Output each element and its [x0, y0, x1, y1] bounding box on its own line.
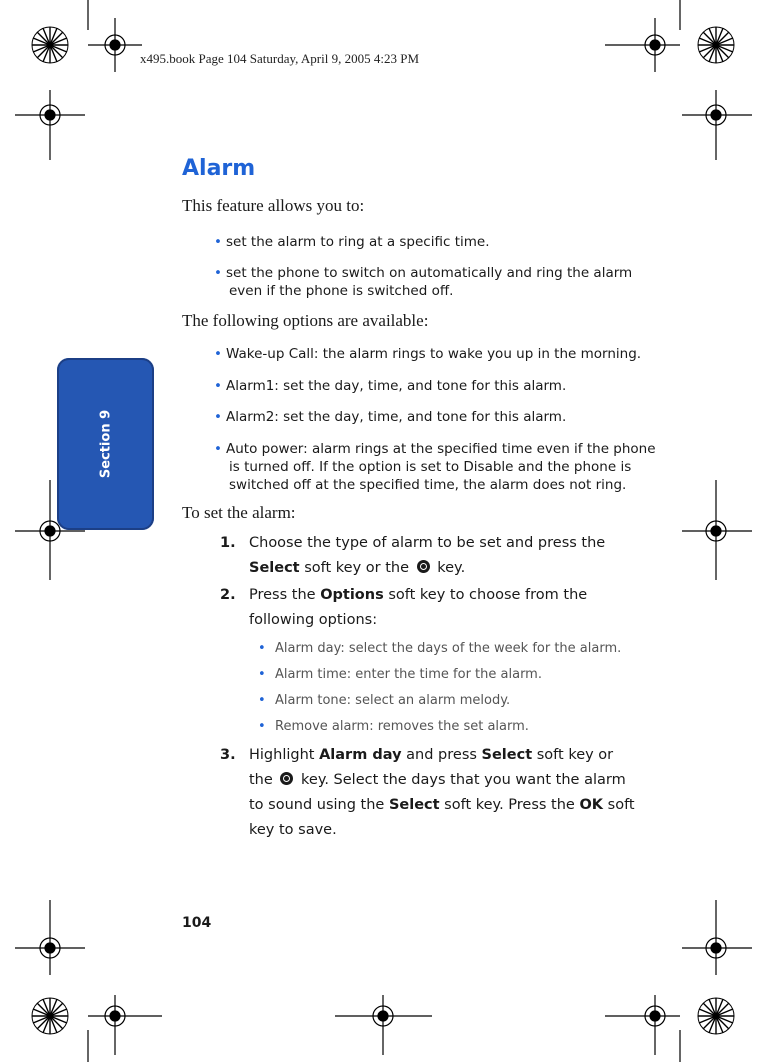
crosshair-mark: [335, 995, 432, 1055]
page-title: Alarm: [182, 156, 256, 181]
step-2: [220, 583, 640, 633]
step-text: Press the Options soft key to choose from the following options:: [249, 587, 588, 628]
page-number: 104: [182, 915, 212, 931]
step-1: [220, 531, 640, 581]
sub-bullet: • Alarm time: enter the time for the alarm.: [258, 667, 542, 682]
crosshair-mark: [605, 995, 680, 1055]
step-number: 2.: [220, 587, 236, 603]
option-bullet: • Wake-up Call: the alarm rings to wake you up in the morning.: [214, 346, 642, 362]
crosshair-mark: [15, 90, 85, 160]
sub-bullet: • Alarm tone: select an alarm melody.: [258, 693, 511, 708]
step-text: Highlight Alarm day and press Select soft key or the key. Select the days that you want the alarm to sound using the Select soft key. Press the OK soft key to save.: [249, 747, 635, 838]
starburst-mark: [32, 27, 68, 63]
intro-bullet: • set the phone to switch on automatically and ring the alarm even if the phone is switched off.: [214, 265, 633, 299]
option-bullet: • Auto power: alarm rings at the specified time even if the phone is turned off. If the option is set to Disable and the phone is switched off at the specified time, the alarm does not ring.: [214, 441, 656, 493]
step-text: Choose the type of alarm to be set and press the Select soft key or the key.: [249, 535, 606, 576]
crosshair-mark: [15, 900, 85, 975]
crosshair-mark: [605, 18, 680, 72]
crosshair-mark: [88, 18, 142, 72]
crosshair-mark: [682, 900, 752, 975]
step-number: 3.: [220, 747, 236, 763]
starburst-mark: [698, 27, 734, 63]
starburst-mark: [698, 998, 734, 1034]
ok-key-icon: [417, 560, 430, 573]
starburst-mark: [32, 998, 68, 1034]
crosshair-mark: [88, 995, 162, 1055]
ok-key-icon: [280, 772, 293, 785]
intro-bullet: • set the alarm to ring at a specific time.: [214, 234, 490, 250]
sub-bullet: • Remove alarm: removes the set alarm.: [258, 719, 529, 734]
intro-text: This feature allows you to:: [182, 196, 365, 215]
crosshair-mark: [682, 480, 752, 580]
section-tab: [57, 358, 154, 530]
crosshair-mark: [682, 90, 752, 160]
option-bullet: • Alarm2: set the day, time, and tone for this alarm.: [214, 409, 567, 425]
steps-intro: To set the alarm:: [182, 503, 296, 522]
print-header: x495.book Page 104 Saturday, April 9, 2005 4:23 PM: [140, 51, 420, 66]
sub-bullet: • Alarm day: select the days of the week for the alarm.: [258, 641, 622, 656]
section-tab-label: Section 9: [98, 409, 113, 479]
options-intro: The following options are available:: [182, 311, 429, 330]
option-bullet: • Alarm1: set the day, time, and tone for this alarm.: [214, 378, 567, 394]
step-3: [220, 743, 640, 843]
step-number: 1.: [220, 535, 236, 551]
